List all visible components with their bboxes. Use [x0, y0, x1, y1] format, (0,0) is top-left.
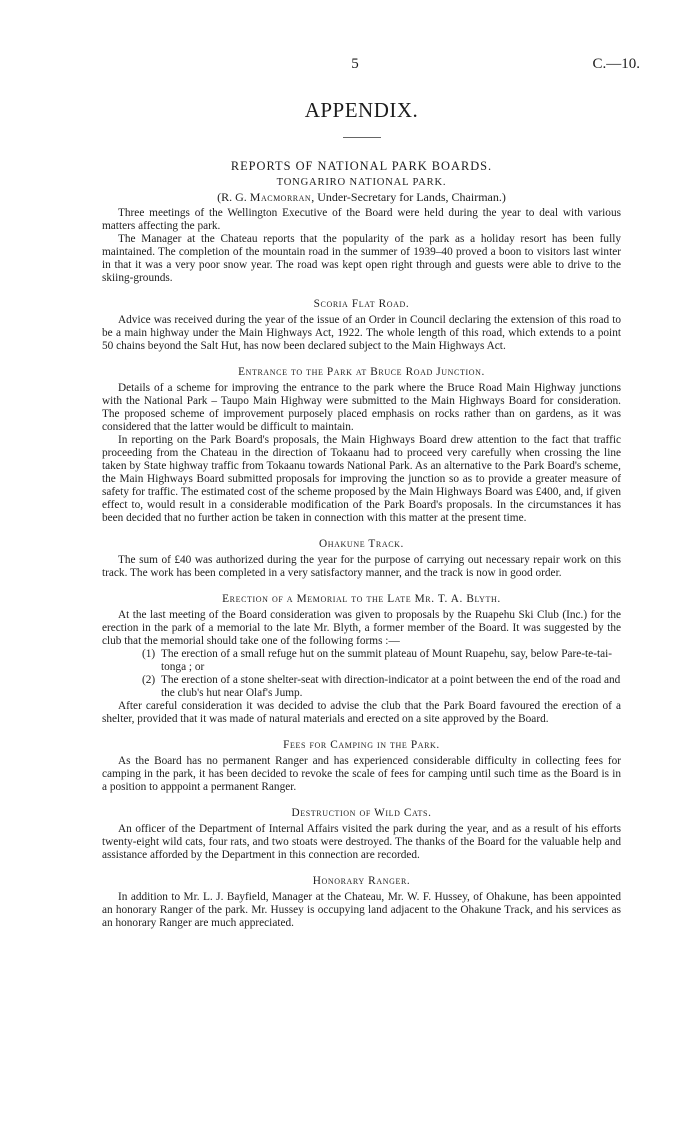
- page-number: 5: [351, 56, 359, 72]
- list-item: [102, 648, 621, 674]
- intro-paragraph: Three meetings of the Wellington Executive of the Board were held during the year to deal with various matters affecting the park.: [102, 207, 621, 232]
- section-paragraph: After careful consideration it was decided to advise the club that the Park Board favoured the erection of a shelter, provided that it was made of natural materials and erected on a site approved by the Board.: [102, 700, 621, 725]
- section-paragraph: In reporting on the Park Board's proposals, the Main Highways Board drew attention to the fact that traffic proceeding from the Chateau in the direction of Tokaanu had to proceed very carefully when crossing the line taken by State highway traffic from Tokaanu towards National Park. As an alternative to the Park Board's scheme, the Main Highways Board submitted proposals for improving the junction so as to provide a greater measure of safety for traffic. The estimated cost of the scheme proposed by the Main Highways Board was £400, and, if given effect to, would result in a considerable modification of the Park Board's proposals. In the circumstances it has been decided that no further action be taken in connection with this matter at the present time.: [102, 434, 621, 524]
- chair-rest: , Under-Secretary for Lands, Chairman.): [311, 190, 506, 204]
- section-heading-camping-fees: Fees for Camping in the Park.: [283, 739, 440, 751]
- list-item: [102, 674, 621, 700]
- title-divider: [343, 137, 381, 138]
- chairman-line: [102, 190, 621, 205]
- chair-name: Macmorran: [249, 190, 312, 204]
- list-item-number: (2): [142, 674, 156, 686]
- section-paragraph: The sum of £40 was authorized during the year for the purpose of carrying out necessary repair work on this track. The work has been completed in a very satisfactory manner, and the track is now in good order.: [102, 554, 621, 579]
- section-heading-ohakune-track: Ohakune Track.: [319, 538, 404, 550]
- list-item-text: The erection of a stone shelter-seat with direction-indicator at a point between the end of the road and the club's hut near Olaf's Jump.: [161, 674, 621, 699]
- reports-title: REPORTS OF NATIONAL PARK BOARDS.: [230, 159, 493, 173]
- list-item-text: The erection of a small refuge hut on the summit plateau of Mount Ruapehu, say, below Pare-te-tai-tonga ; or: [161, 648, 613, 673]
- section-heading-scoria-flat-road: Scoria Flat Road.: [313, 298, 410, 310]
- section-heading-entrance: Entrance to the Park at Bruce Road Junction.: [238, 366, 485, 378]
- section-paragraph: Advice was received during the year of the issue of an Order in Council declaring the extension of this road to be a main highway under the Main Highways Act, 1922. The whole length of this road, which extends to a point 50 chains beyond the Salt Hut, has now been declared subject to the Main Highways Act.: [102, 314, 621, 352]
- section-paragraph: An officer of the Department of Internal Affairs visited the park during the year, and as a result of his efforts twenty-eight wild cats, four rats, and two stoats were destroyed. The thanks of the Board for the valuable help and assistance afforded by the Department in this connection are recorded.: [102, 823, 621, 861]
- section-paragraph: As the Board has no permanent Ranger and has experienced considerable difficulty in collecting fees for camping in the park, it has been decided to revoke the scale of fees for camping until such time as the Board is in a position to apppoint a permanent Ranger.: [102, 755, 621, 793]
- main-content: [102, 98, 621, 930]
- park-title: TONGARIRO NATIONAL PARK.: [276, 177, 447, 188]
- section-paragraph: At the last meeting of the Board consideration was given to proposals by the Ruapehu Ski Club (Inc.) for the erection in the park of a memorial to the late Mr. Blyth, a former member of the Board. It was suggested by the club that the memorial should take one of the following forms :—: [102, 609, 621, 647]
- section-heading-honorary-ranger: Honorary Ranger.: [312, 875, 411, 887]
- section-heading-wild-cats: Destruction of Wild Cats.: [291, 807, 432, 819]
- section-paragraph: Details of a scheme for improving the entrance to the park where the Bruce Road Main Highway junctions with the National Park – Taupo Main Highway were submitted to the Main Highways Board for consideration. The proposed scheme of improvement purposely placed emphasis on rocks rather than on gardens, as it was considered that the latter would be difficult to maintain.: [102, 382, 621, 433]
- appendix-title: APPENDIX.: [304, 98, 419, 122]
- section-paragraph: In addition to Mr. L. J. Bayfield, Manager at the Chateau, Mr. W. F. Hussey, of Ohakune, has been appointed an honorary Ranger of the park. Mr. Hussey is occupying land adjacent to the Ohakune Track, and his services as an honorary Ranger are much appreciated.: [102, 891, 621, 929]
- intro-paragraph: The Manager at the Chateau reports that the popularity of the park as a holiday resort has been fully maintained. The completion of the mountain road in the summer of 1939–40 proved a boon to visitors last winter in that it was a very poor snow year. The road was kept open right through and guests were able to drive to the skiing-grounds.: [102, 233, 621, 284]
- chair-open: (R. G.: [217, 190, 250, 204]
- list-item-number: (1): [142, 648, 156, 660]
- document-code: C.—10.: [592, 56, 640, 72]
- section-heading-memorial: Erection of a Memorial to the Late Mr. T. A. Blyth.: [222, 593, 501, 605]
